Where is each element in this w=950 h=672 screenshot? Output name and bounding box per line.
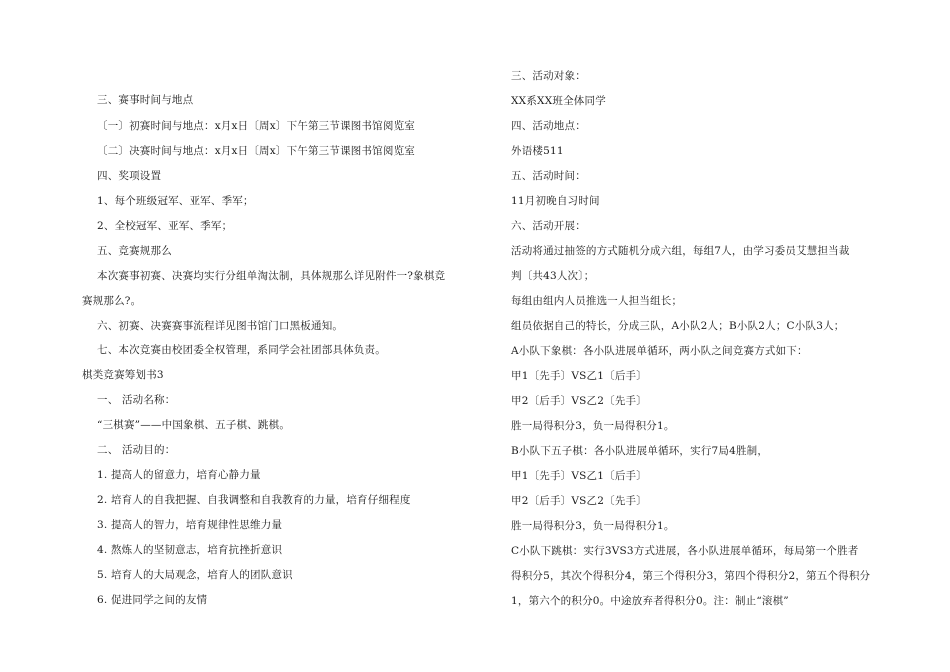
purpose-item-5: 5. 培育人的大局观念，培育人的团队意识 [97,569,293,581]
team-c-checkers-line1: C小队下跳棋：实行3VS3方式进展，各小队进展单循环，每局第一个胜者 [511,545,859,557]
team-a-scoring: 胜一局得积分3，负一局得积分1。 [511,420,675,432]
rules-paragraph-line2: 赛规那么?。 [82,295,142,307]
time: 11月初晚自习时间 [511,195,600,207]
purpose-item-6: 6. 促进同学之间的友情 [97,594,208,606]
heading-activity-name: 一、 活动名称： [97,394,176,406]
heading-activity-purpose: 二、 活动目的： [97,444,176,456]
heading-location: 四、活动地点： [511,120,586,132]
team-b-gomoku: B小队下五子棋：各小队进展单循环，实行7局4胜制， [511,445,769,457]
preliminary-time-place: 〔一〕初赛时间与地点：x月x日〔周x〕下午第三节课图书馆阅览室 [97,120,415,132]
team-split: 组员依据自己的特长，分成三队，A小队2人；B小队2人；C小队3人； [511,320,845,332]
rules-paragraph-line1: 本次赛事初赛、决赛均实行分组单淘汰制，具体规那么详见附件一?象棋竞 [97,270,446,282]
right-column [470,0,950,672]
team-b-scoring: 胜一局得积分3，负一局得积分1。 [511,520,675,532]
purpose-item-2: 2. 培育人的自我把握、自我调整和自我教育的力量，培育仔细程度 [97,494,411,506]
heading-awards: 四、奖项设置 [97,170,162,182]
team-a-match-2: 甲2〔后手〕VS乙2〔先手〕 [511,395,647,407]
management-note: 七、本次竞赛由校团委全权管理，系同学会社团部具体负责。 [97,344,386,356]
process-notice: 六、初赛、决赛赛事流程详见图书馆门口黑板通知。 [97,320,344,332]
team-a-match-1: 甲1〔先手〕VS乙1〔后手〕 [511,370,647,382]
purpose-item-3: 3. 提高人的智力，培育规律性思维力量 [97,519,283,531]
team-c-checkers-line2: 得积分5，其次个得积分4，第三个得积分3，第四个得积分2，第五个得积分 [511,570,871,582]
participants: XX系XX班全体同学 [511,95,606,107]
final-time-place: 〔二〕决赛时间与地点：x月x日〔周x〕下午第三节课图书馆阅览室 [97,145,415,157]
heading-time: 五、活动时间： [511,170,586,182]
heading-participants: 三、活动对象： [511,70,586,82]
team-c-checkers-line3: 1，第六个的积分0。中途放弃者得积分0。注：制止“滚棋” [511,595,789,607]
grouping-paragraph-line2: 判〔共43人次〕； [511,270,595,282]
team-b-match-1: 甲1〔先手〕VS乙1〔后手〕 [511,470,647,482]
team-a-chess: A小队下象棋：各小队进展单循环，两小队之间竞赛方式如下： [511,345,808,357]
location: 外语楼511 [511,145,564,157]
purpose-item-1: 1. 提高人的留意力，培育心静力量 [97,469,261,481]
award-class: 1、每个班级冠军、亚军、季军； [97,195,254,207]
team-b-match-2: 甲2〔后手〕VS乙2〔先手〕 [511,495,647,507]
group-leader: 每组由组内人员推选一人担当组长； [511,295,683,307]
heading-event-time-place: 三、赛事时间与地点 [97,94,194,106]
award-school: 2、全校冠军、亚军、季军； [97,220,233,232]
activity-name: “三棋赛”——中国象棋、五子棋、跳棋。 [97,419,291,431]
grouping-paragraph-line1: 活动将通过抽签的方式随机分成六组，每组7人，由学习委员艾慧担当裁 [511,245,850,257]
heading-rules: 五、竞赛规那么 [97,245,172,257]
heading-activity-conduct: 六、活动开展： [511,220,586,232]
left-column [0,0,470,672]
purpose-item-4: 4. 熬炼人的坚韧意志，培育抗挫折意识 [97,544,283,556]
section-title-plan-3: 棋类竞赛筹划书3 [82,369,164,381]
